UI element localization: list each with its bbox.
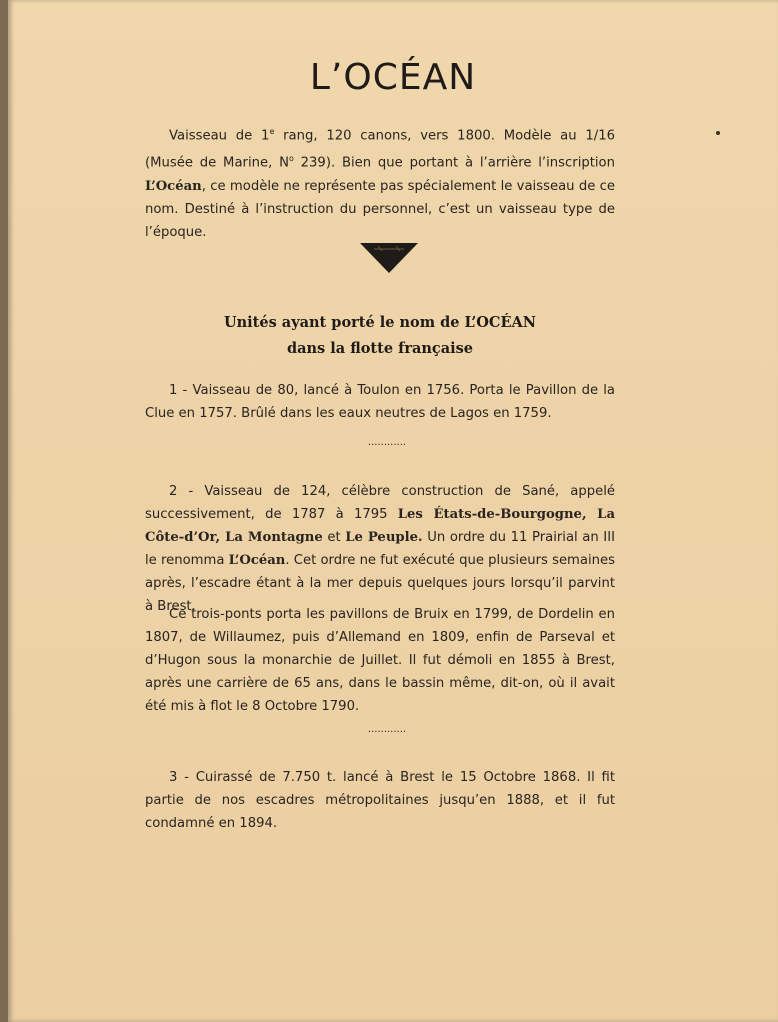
dotted-separator-1: ............ bbox=[367, 437, 407, 448]
list-item-1 bbox=[145, 379, 615, 425]
item2-text-4: . Cet ordre ne fut exécuté que plusieurs semaines après, l’escadre étant à la mer depuis quelques jours lorsqu’il parvint à Brest. bbox=[145, 553, 615, 614]
item2-text-2: et bbox=[322, 530, 346, 545]
section-heading bbox=[145, 310, 615, 362]
document-page bbox=[8, 0, 778, 1022]
intro-paragraph bbox=[145, 120, 615, 244]
list-item-2-continued-text: Ce trois-ponts porta les pavillons de Bruix en 1799, de Dordelin en 1807, de Willaumez, puis d’Allemand en 1809, enfin de Parseval et d’Hugon sous la monarchie de Juillet. Il fut démoli en 1855 à Brest, après une carrière de 65 ans, dans le bassin même, dit-on, où il avait été mis à flot le 8 Octobre 1790. bbox=[145, 607, 615, 714]
intro-text-1: Vaisseau de 1 bbox=[169, 128, 270, 144]
section-heading-line-2: dans la flotte française bbox=[286, 340, 474, 357]
intro-sup-2: o bbox=[288, 154, 294, 164]
item2-text-1: 2 - Vaisseau de 124, célèbre construction de Sané, appelé successivement, de 1787 à 1795 bbox=[145, 484, 615, 522]
list-item-2-continued bbox=[145, 603, 615, 718]
list-item-1-text: 1 - Vaisseau de 80, lancé à Toulon en 1756. Porta le Pavillon de la Clue en 1757. Brûlé dans les eaux neutres de Lagos en 1759. bbox=[145, 383, 615, 421]
page-title: L’OCÉAN bbox=[309, 57, 477, 98]
intro-text-3: 239). Bien que portant à l’arrière l’inscription bbox=[293, 155, 615, 171]
intro-text-4: , ce modèle ne représente pas spécialement le vaisseau de ce nom. Destiné à l’instruction du personnel, c’est un vaisseau type de l’époque. bbox=[145, 178, 615, 240]
ink-dot bbox=[716, 131, 720, 135]
intro-text-2: rang, 120 canons, vers 1800. Modèle au 1/16 (Musée de Marine, N bbox=[145, 128, 615, 171]
list-item-3-text: 3 - Cuirassé de 7.750 t. lancé à Brest le 15 Octobre 1868. Il fit partie de nos escadres métropolitaines jusqu’en 1888, et il fut condamné en 1894. bbox=[145, 770, 615, 831]
triangle-ornament-icon bbox=[360, 243, 418, 273]
intro-sup: e bbox=[269, 127, 275, 136]
list-item-3 bbox=[145, 766, 615, 835]
dotted-separator-2: ............ bbox=[367, 724, 407, 735]
section-heading-line-1: Unités ayant porté le nom de L’OCÉAN bbox=[223, 314, 537, 331]
intro-bold-name: L’Océan bbox=[145, 178, 202, 194]
item2-bold-ocean: L’Océan bbox=[228, 553, 286, 568]
item2-text-3: Un ordre du 11 Prairial an III le renomma bbox=[145, 530, 615, 568]
item2-bold-names: Les États-de-Bourgogne, La Côte-d’Or, La Montagne bbox=[145, 507, 616, 545]
list-item-2 bbox=[145, 480, 615, 618]
item2-bold-peuple: Le Peuple. bbox=[345, 530, 423, 545]
